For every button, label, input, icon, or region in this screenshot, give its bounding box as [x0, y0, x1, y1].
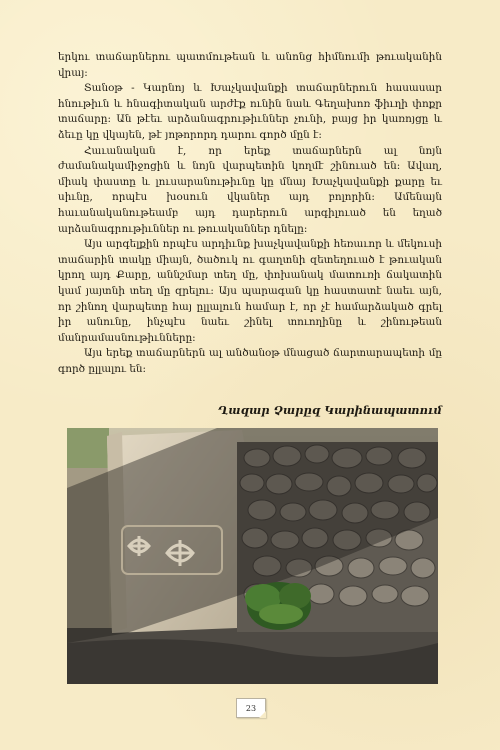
paragraph-2: Տանօթ - Կարնոյ և Խաչկավանքի տաճարներուն հասասար հնութիւն և հնագիտական արժէք ունին նաև Գեղախոռ ֆիւղի փոքր տաճարը: Ան թէեւ արձանագրութիւններ չունի, բայց իր կառոյցը և ձեւը կը վկայեն, թէ յոթորորդ դարու գործ մըն է: — [58, 82, 442, 141]
article-text — [58, 50, 442, 377]
paragraph-5: Այս երեք տաճարներն ալ անծանօթ մնացած ճարտարապետի մը գործ ըլլալու են: — [58, 347, 442, 375]
photo-illustration — [67, 428, 438, 684]
paragraph-3: Հաւանական է, որ երեք տաճարներն ալ նոյն ժամանակամիջոցին և նոյն վարպետին կողմէ շինուած են: Ավաղ, միակ փաստը և լուսարանութիւնը կը մնայ Խաչկավանքի քարը եւ սիւնը, որպէս խօսուն վկաներ այդ բոլորին: Ամենայն հաւանականութեամբ այդ դարերուն արգիլուած են եղած արձանագրութիւններ ու թուականներ դնելը: — [58, 144, 442, 235]
stone-wall-photo — [67, 428, 438, 684]
author-signature: Ղազար Չարըզ Կարինապատում — [217, 403, 442, 417]
distant-trees — [67, 428, 109, 468]
page-number: 23 — [236, 698, 266, 718]
paragraph-4: Այս արգելքին որպէս արդիւնք խաչկավանքի հեռաւոր և մեկուսի տաճարին տակը միայն, ծածուկ ու գաղտնի զետեղուած է թուական կրող այդ Քարը, աննշմար տեղ մը, փոխանակ մատուռի ճակատին կամ յայտնի տեղ մը զրելու: Այս պարագան կը հաստատէ նաեւ այն, որ շինող վարպետը հայ ըլլալուն համար է, որ չէ համարձակած գրել իր անունը, ինչպէս նաեւ շինել տուողինը և շինութեան մանրամասնութիւնները: — [58, 238, 442, 344]
paragraph-1: երկու տաճարներու պատմութեան և անոնց հիմնումի թուականին վրայ: — [58, 51, 442, 79]
